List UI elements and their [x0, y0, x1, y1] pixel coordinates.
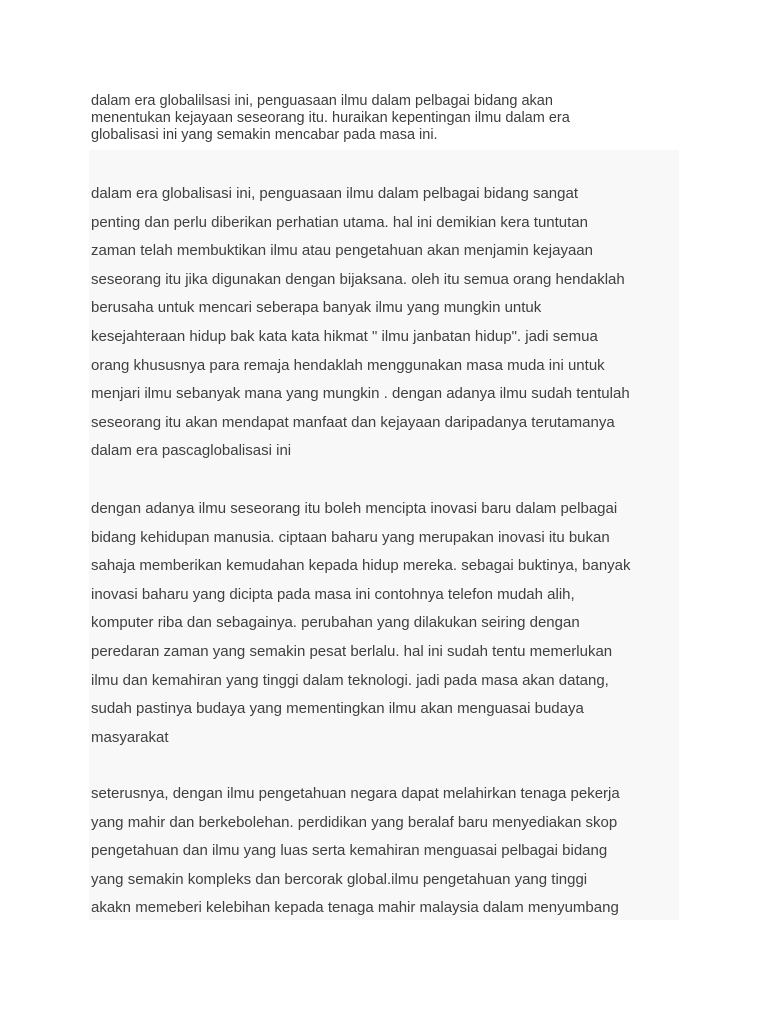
- paragraph-line: berusaha untuk mencari seberapa banyak ilmu yang mungkin untuk: [91, 299, 542, 317]
- essay-paragraph-2: [91, 495, 631, 752]
- paragraph-line: dengan adanya ilmu seseorang itu boleh mencipta inovasi baru dalam pelbagai: [91, 500, 618, 517]
- paragraph-line: penting dan perlu diberikan perhatian utama. hal ini demikian kera tuntutan: [91, 213, 588, 231]
- paragraph-line: seseorang itu akan mendapat manfaat dan kejayaan daripadanya terutamanya: [91, 413, 615, 431]
- essay-paragraph-3: [91, 780, 620, 923]
- paragraph-line: peredaran zaman yang semakin pesat berlalu. hal ini sudah tentu memerlukan: [91, 642, 613, 660]
- question-line: dalam era globalilsasi ini, penguasaan ilmu dalam pelbagai bidang akan: [91, 93, 553, 109]
- question-line: menentukan kejayaan seseorang itu. huraikan kepentingan ilmu dalam era: [91, 110, 570, 126]
- paragraph-line: bidang kehidupan manusia. ciptaan baharu yang merupakan inovasi itu bukan: [91, 528, 610, 546]
- paragraph-line: yang semakin kompleks dan bercorak global.ilmu pengetahuan yang tinggi: [91, 870, 588, 888]
- paragraph-line: seseorang itu jika digunakan dengan bijaksana. oleh itu semua orang hendaklah: [91, 270, 625, 288]
- paragraph-line: menjari ilmu sebanyak mana yang mungkin . dengan adanya ilmu sudah tentulah: [91, 385, 630, 403]
- essay-paragraph-1: [91, 180, 630, 466]
- paragraph-line: ilmu dan kemahiran yang tinggi dalam teknologi. jadi pada masa akan datang,: [91, 671, 609, 689]
- paragraph-line: komputer riba dan sebagainya. perubahan yang dilakukan seiring dengan: [91, 614, 580, 632]
- essay-question: [91, 93, 651, 144]
- paragraph-line: dalam era globalisasi ini, penguasaan ilmu dalam pelbagai bidang sangat: [91, 185, 578, 202]
- paragraph-line: masyarakat: [91, 728, 169, 746]
- paragraph-line: akakn memeberi kelebihan kepada tenaga mahir malaysia dalam menyumbang: [91, 899, 619, 917]
- paragraph-line: orang khususnya para remaja hendaklah menggunakan masa muda ini untuk: [91, 356, 605, 374]
- paragraph-line: zaman telah membuktikan ilmu atau pengetahuan akan menjamin kejayaan: [91, 242, 593, 260]
- paragraph-line: sudah pastinya budaya yang mementingkan ilmu akan menguasai budaya: [91, 700, 584, 718]
- paragraph-line: yang mahir dan berkebolehan. perdidikan yang beralaf baru menyediakan skop: [91, 813, 618, 831]
- paragraph-line: inovasi baharu yang dicipta pada masa ini contohnya telefon mudah alih,: [91, 585, 575, 603]
- paragraph-line: dalam era pascaglobalisasi ini: [91, 442, 292, 460]
- question-line: globalisasi ini yang semakin mencabar pada masa ini.: [91, 127, 438, 143]
- paragraph-line: kesejahteraan hidup bak kata kata hikmat " ilmu janbatan hidup". jadi semua: [91, 327, 598, 345]
- paragraph-line: sahaja memberikan kemudahan kepada hidup mereka. sebagai buktinya, banyak: [91, 557, 631, 575]
- paragraph-line: pengetahuan dan ilmu yang luas serta kemahiran menguasai pelbagai bidang: [91, 842, 608, 860]
- paragraph-line: seterusnya, dengan ilmu pengetahuan negara dapat melahirkan tenaga pekerja: [91, 785, 620, 802]
